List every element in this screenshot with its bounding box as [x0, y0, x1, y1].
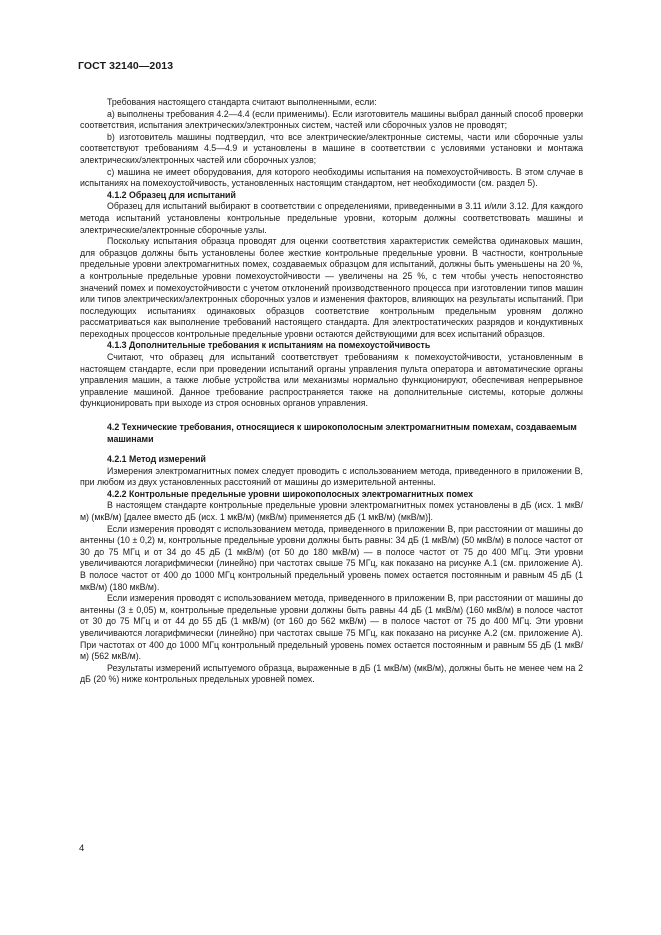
paragraph: Измерения электромагнитных помех следует проводить с использованием метода, приведенного в приложении В, при любом из двух установленных расстояний от машины до измерительной антенны. [80, 465, 583, 488]
subsection-heading: 4.2.1 Метод измерений [107, 454, 206, 465]
paragraph: Если измерения проводят с использованием метода, приведенного в приложении В, при расстоянии от машины до антенны (3 ± 0,05) м, контрольные предельные уровни должны быть равны 44 дБ (1 мкВ/м) (160 мкВ/м) в полосе частот от 30 до 75 МГц и от 44 до 55 дБ (1 мкВ/м) (от 160 до 562 мкВ/м) — в полосе частот от 75 до 400 МГц. Эти уровни увеличиваются логарифмически (линейно) при частотах свыше 75 МГц, как показано на рисунке А.2 (см. приложение А). При частотах от 400 до 1000 МГц контрольный предельный уровень помех остается постоянным и равным 55 дБ (1 мкВ/м) (562 мкВ/м). [80, 593, 583, 662]
document-body [80, 97, 583, 686]
standard-header: ГОСТ 32140—2013 [78, 60, 174, 72]
paragraph: Если измерения проводят с использованием метода, приведенного в приложении В, при расстоянии от машины до антенны (10 ± 0,2) м, контрольные предельные уровни должны быть равны: 34 дБ (1 мкВ/м) (50 мкВ/м) в полосе частот от 30 до 75 МГц и от 34 до 45 дБ (1 мкВ/м) (от 50 до 180 мкВ/м) — в полосе частот от 75 до 400 МГц. Эти уровни увеличиваются логарифмически (линейно) при частотах свыше 75 МГц, как показано на рисунке А.1 (см. приложение А). В полосе частот от 400 до 1000 МГц контрольный предельный уровень помех остается постоянным и равным 45 дБ (1 мкВ/м) (180 мкВ/м). [80, 523, 583, 592]
paragraph: а) выполнены требования 4.2—4.4 (если применимы). Если изготовитель машины выбрал данный способ проверки соответствия, испытания электрических/электронных систем, частей или сборочных узлов не проводят; [80, 108, 583, 131]
paragraph: Поскольку испытания образца проводят для оценки соответствия характеристик семейства одинаковых машин, для образцов должны быть установлены более жесткие контрольные предельные уровни. В частности, контрольные предельные уровни электромагнитных помех, создаваемых образцом для испытаний, должны быть уменьшены на 20 %, а контрольные предельные уровни помехоустойчивости — увеличены на 25 %, с тем чтобы учесть непостоянство значений помех и помехоустойчивости с учетом отклонений производственного процесса при изготовлении типов машин или типов электрических/электронных сборочных узлов и изменения факторов, влияющих на результаты испытаний. При последующих испытаниях одинаковых образцов соответствие контрольным предельным уровням должно рассматриваться как выполнение требований настоящего стандарта. Для электростатических разрядов и кондуктивных переходных процессов контрольные предельные уровни остаются действующими для всех испытаний образцов. [80, 236, 583, 339]
paragraph: Результаты измерений испытуемого образца, выраженные в дБ (1 мкВ/м) (мкВ/м), должны быть не менее чем на 2 дБ (20 %) ниже контрольных предельных уровней помех. [80, 662, 583, 685]
page-number: 4 [79, 843, 85, 854]
paragraph: с) машина не имеет оборудования, для которого необходимы испытания на помехоустойчивость. В этом случае в испытаниях на помехоустойчивость, установленных настоящим стандартом, нет необходимости (см. раздел 5). [80, 166, 583, 189]
paragraph: Требования настоящего стандарта считают выполненными, если: [107, 97, 377, 107]
section-heading: 4.2 Технические требования, относящиеся к широкополосным электромагнитным помехам, создаваемым машинами [107, 422, 577, 445]
subsection-heading: 4.2.2 Контрольные предельные уровни широкополосных электромагнитных помех [107, 488, 474, 499]
paragraph: Считают, что образец для испытаний соответствует требованиям к помехоустойчивости, установленным в настоящем стандарте, если при проведении испытаний органы управления пульта оператора и автоматические органы управления машин, а также любые устройства или механизмы нормально функционируют, обеспечивая непрерывное управление машиной. Данное требование распространяется также на дополнительные системы, которые должны функционировать при выходе из строя основных органов управления. [80, 352, 583, 409]
paragraph: Образец для испытаний выбирают в соответствии с определениями, приведенными в 3.11 и/или 3.12. Для каждого метода испытаний установлены контрольные предельные уровни, которым должны соответствовать машины и электрические/электронные сборочные узлы. [80, 201, 583, 235]
subsection-heading: 4.1.2 Образец для испытаний [107, 189, 236, 200]
paragraph: b) изготовитель машины подтвердил, что все электрические/электронные системы, части или сборочные узлы соответствуют требованиям 4.5—4.9 и установлены в машине в соответствии с условиями установки и монтажа электрических/электронных частей или сборочных узлов; [80, 131, 583, 165]
subsection-heading: 4.1.3 Дополнительные требования к испытаниям на помехоустойчивость [107, 340, 431, 351]
paragraph: В настоящем стандарте контрольные предельные уровни электромагнитных помех установлены в дБ (исх. 1 мкВ/м) (мкВ/м) [далее вместо дБ (исх. 1 мкВ/м) (мкВ/м) применяется дБ (1 мкВ/м) (мкВ/м)]. [80, 500, 583, 522]
